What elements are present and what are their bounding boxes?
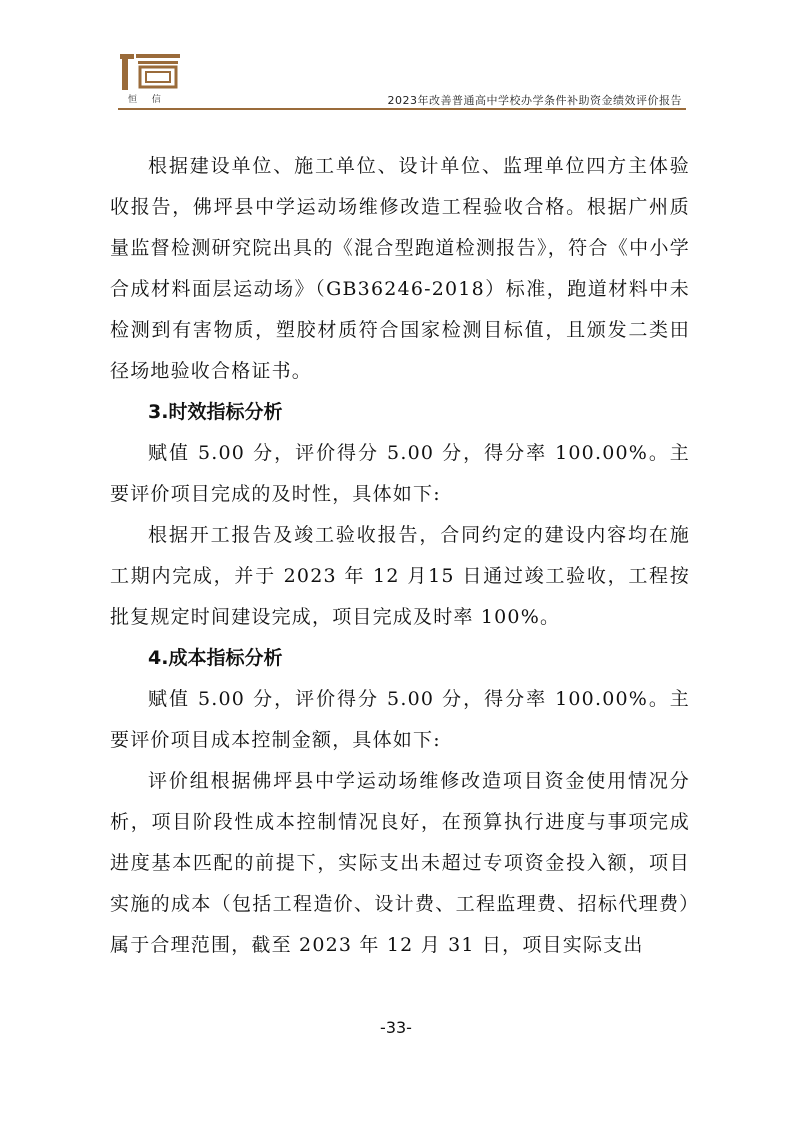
section-heading-cost: 4.成本指标分析 [148, 647, 283, 669]
report-title: 2023年改善普通高中学校办学条件补助资金绩效评价报告 [387, 94, 682, 107]
logo-text: 恒 信 [128, 95, 167, 105]
page-content [110, 146, 690, 966]
page-number: -33- [380, 1018, 412, 1037]
section-heading-timeliness: 3.时效指标分析 [148, 401, 283, 423]
paragraph-timeliness-detail: 根据开工报告及竣工验收报告，合同约定的建设内容均在施工期内完成，并于 2023 年 12 月15 日通过竣工验收，工程按批复规定时间建设完成，项目完成及时率 100%。 [110, 524, 690, 628]
header-divider [118, 108, 686, 110]
paragraph-timeliness-score: 赋值 5.00 分，评价得分 5.00 分，得分率 100.00%。主要评价项目完成的及时性，具体如下: [110, 442, 690, 505]
paragraph-cost-detail: 评价组根据佛坪县中学运动场维修改造项目资金使用情况分析，项目阶段性成本控制情况良好，在预算执行进度与事项完成进度基本匹配的前提下，实际支出未超过专项资金投入额，项目实施的成本（包括工程造价、设计费、工程监理费、招标代理费）属于合理范围，截至 2023 年 12 月 31 日，项目实际支出 [110, 770, 690, 956]
paragraph-cost-score: 赋值 5.00 分，评价得分 5.00 分，得分率 100.00%。主要评价项目成本控制金额，具体如下: [110, 688, 690, 751]
paragraph-acceptance: 根据建设单位、施工单位、设计单位、监理单位四方主体验收报告，佛坪县中学运动场维修改造工程验收合格。根据广州质量监督检测研究院出具的《混合型跑道检测报告》，符合《中小学合成材料面层运动场》（GB36246-2018）标准，跑道材料中未检测到有害物质，塑胶材质符合国家检测目标值，且颁发二类田径场地验收合格证书。 [110, 155, 690, 382]
